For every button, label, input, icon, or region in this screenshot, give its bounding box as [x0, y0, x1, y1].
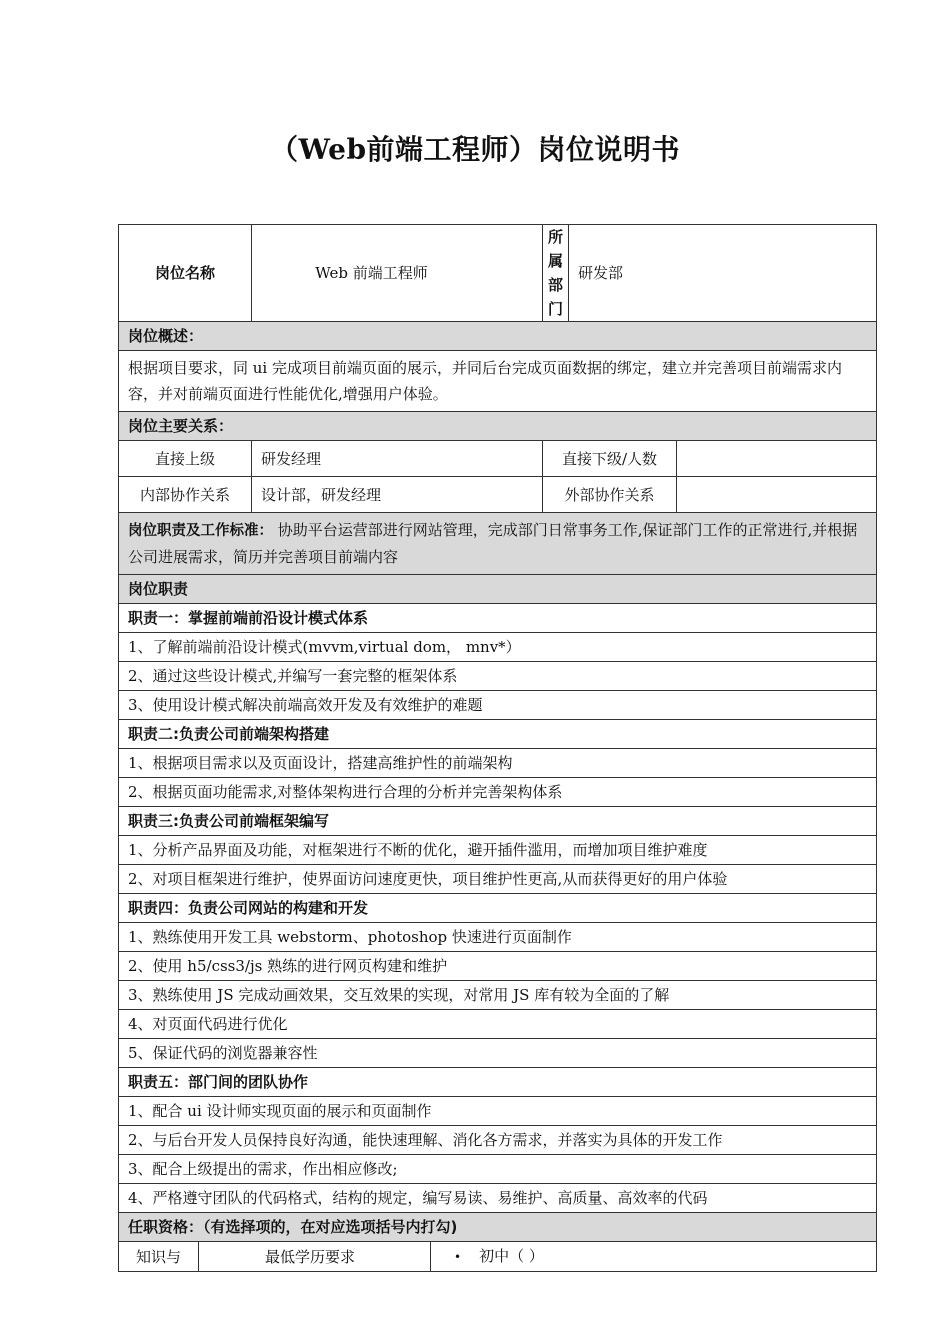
relation-row-internal-subrow [543, 477, 876, 512]
duty-item-row [119, 836, 877, 865]
position-label: 岗位名称 [119, 225, 252, 322]
bullet-icon: • [454, 1250, 462, 1264]
relation-row-internal-value-1: 设计部，研发经理 [252, 477, 543, 513]
overview-text-row [119, 351, 877, 412]
duty-item-row [119, 952, 877, 981]
duty-item: 2、通过这些设计模式,并编写一套完整的框架体系 [119, 662, 877, 691]
duty-item: 4、对页面代码进行优化 [119, 1010, 877, 1039]
duty-title-row [119, 894, 877, 923]
duty-item: 1、分析产品界面及功能，对框架进行不断的优化，避开插件滥用，而增加项目维护难度 [119, 836, 877, 865]
relation-row-superior-subtable [543, 441, 876, 476]
position-value: Web 前端工程师 [252, 225, 543, 322]
overview-text: 根据项目要求，同 ui 完成项目前端页面的展示，并同后台完成页面数据的绑定，建立并完善项目前端需求内容，并对前端页面进行性能优化,增强用户体验。 [119, 351, 877, 412]
standards-label: 岗位职责及工作标准： [128, 523, 273, 539]
duty-item: 2、根据页面功能需求,对整体架构进行合理的分析并完善架构体系 [119, 778, 877, 807]
duty-title: 职责三:负责公司前端框架编写 [119, 807, 877, 836]
relation-row-internal-pair-2 [543, 477, 877, 513]
qualification-col1: 知识与 [119, 1242, 199, 1272]
relation-row-internal-label-1: 内部协作关系 [119, 477, 252, 513]
duty-item: 1、了解前端前沿设计模式(mvvm,virtual dom， mnv*） [119, 633, 877, 662]
duty-title-row [119, 807, 877, 836]
duty-item-row [119, 1155, 877, 1184]
duty-item: 3、配合上级提出的需求，作出相应修改; [119, 1155, 877, 1184]
relation-row-superior-subrow [543, 441, 876, 476]
duty-item: 1、配合 ui 设计师实现页面的展示和页面制作 [119, 1097, 877, 1126]
standards-text: 协助平台运营部进行网站管理，完成部门日常事务工作,保证部门工作的正常进行,并根据公司进展需求，简历并完善项目前端内容 [128, 521, 858, 566]
duty-item: 3、使用设计模式解决前端高效开发及有效维护的难题 [119, 691, 877, 720]
duty-title: 职责五：部门间的团队协作 [119, 1068, 877, 1097]
relation-row-superior-value-2 [677, 441, 877, 476]
duty-item-row [119, 1126, 877, 1155]
duty-item-row [119, 1039, 877, 1068]
relation-row-internal [119, 477, 877, 513]
duty-item: 1、根据项目需求以及页面设计，搭建高维护性的前端架构 [119, 749, 877, 778]
standards-cell [119, 513, 877, 575]
qualification-options [431, 1242, 877, 1272]
overview-label: 岗位概述： [119, 322, 877, 351]
document-title: （Web前端工程师）岗位说明书 [269, 133, 681, 166]
relations-label: 岗位主要关系： [119, 412, 877, 441]
dept-label: 所属部门 [543, 225, 569, 322]
duty-item: 3、熟练使用 JS 完成动画效果，交互效果的实现，对常用 JS 库有较为全面的了解 [119, 981, 877, 1010]
duty-item-row [119, 691, 877, 720]
qualification-col2: 最低学历要求 [199, 1242, 431, 1272]
overview-header-row [119, 322, 877, 351]
basic-info-row [119, 225, 877, 322]
duty-item-row [119, 778, 877, 807]
relations-header-row [119, 412, 877, 441]
duties-header-row [119, 575, 877, 604]
qualification-option: 初中（ ） [479, 1247, 544, 1265]
duty-item: 5、保证代码的浏览器兼容性 [119, 1039, 877, 1068]
duty-title-row [119, 720, 877, 749]
duty-item: 2、使用 h5/css3/js 熟练的进行网页构建和维护 [119, 952, 877, 981]
duty-title: 职责一：掌握前端前沿设计模式体系 [119, 604, 877, 633]
duty-item: 4、严格遵守团队的代码格式，结构的规定，编写易读、易维护、高质量、高效率的代码 [119, 1184, 877, 1213]
duty-title: 职责二:负责公司前端架构搭建 [119, 720, 877, 749]
duty-item-row [119, 923, 877, 952]
dept-value: 研发部 [569, 225, 877, 322]
duties-label: 岗位职责 [119, 575, 877, 604]
relation-row-superior-label-2: 直接下级/人数 [543, 441, 677, 476]
duty-item-row [119, 1184, 877, 1213]
duty-item-row [119, 633, 877, 662]
relation-row-superior-value-1: 研发经理 [252, 441, 543, 477]
relation-row-internal-value-2 [677, 477, 877, 512]
qualification-header-row [119, 1213, 877, 1242]
duty-title: 职责四：负责公司网站的构建和开发 [119, 894, 877, 923]
relation-row-internal-subtable [543, 477, 876, 512]
relation-row-internal-label-2: 外部协作关系 [543, 477, 677, 512]
duty-title-row [119, 604, 877, 633]
duty-item-row [119, 981, 877, 1010]
relation-row-superior-pair-2 [543, 441, 877, 477]
duty-item-row [119, 662, 877, 691]
duty-item-row [119, 1010, 877, 1039]
duty-title-row [119, 1068, 877, 1097]
qualification-label: 任职资格：（有选择项的，在对应选项括号内打勾) [119, 1213, 877, 1242]
relation-row-superior [119, 441, 877, 477]
standards-row [119, 513, 877, 575]
duty-item: 1、熟练使用开发工具 webstorm、photoshop 快速进行页面制作 [119, 923, 877, 952]
duty-item-row [119, 749, 877, 778]
duty-item: 2、与后台开发人员保持良好沟通，能快速理解、消化各方需求，并落实为具体的开发工作 [119, 1126, 877, 1155]
duty-item-row [119, 865, 877, 894]
duty-item: 2、对项目框架进行维护，使界面访问速度更快，项目维护性更高,从而获得更好的用户体验 [119, 865, 877, 894]
duty-item-row [119, 1097, 877, 1126]
relation-row-superior-label-1: 直接上级 [119, 441, 252, 477]
qualification-row [119, 1242, 877, 1272]
job-description-table [118, 224, 877, 1272]
